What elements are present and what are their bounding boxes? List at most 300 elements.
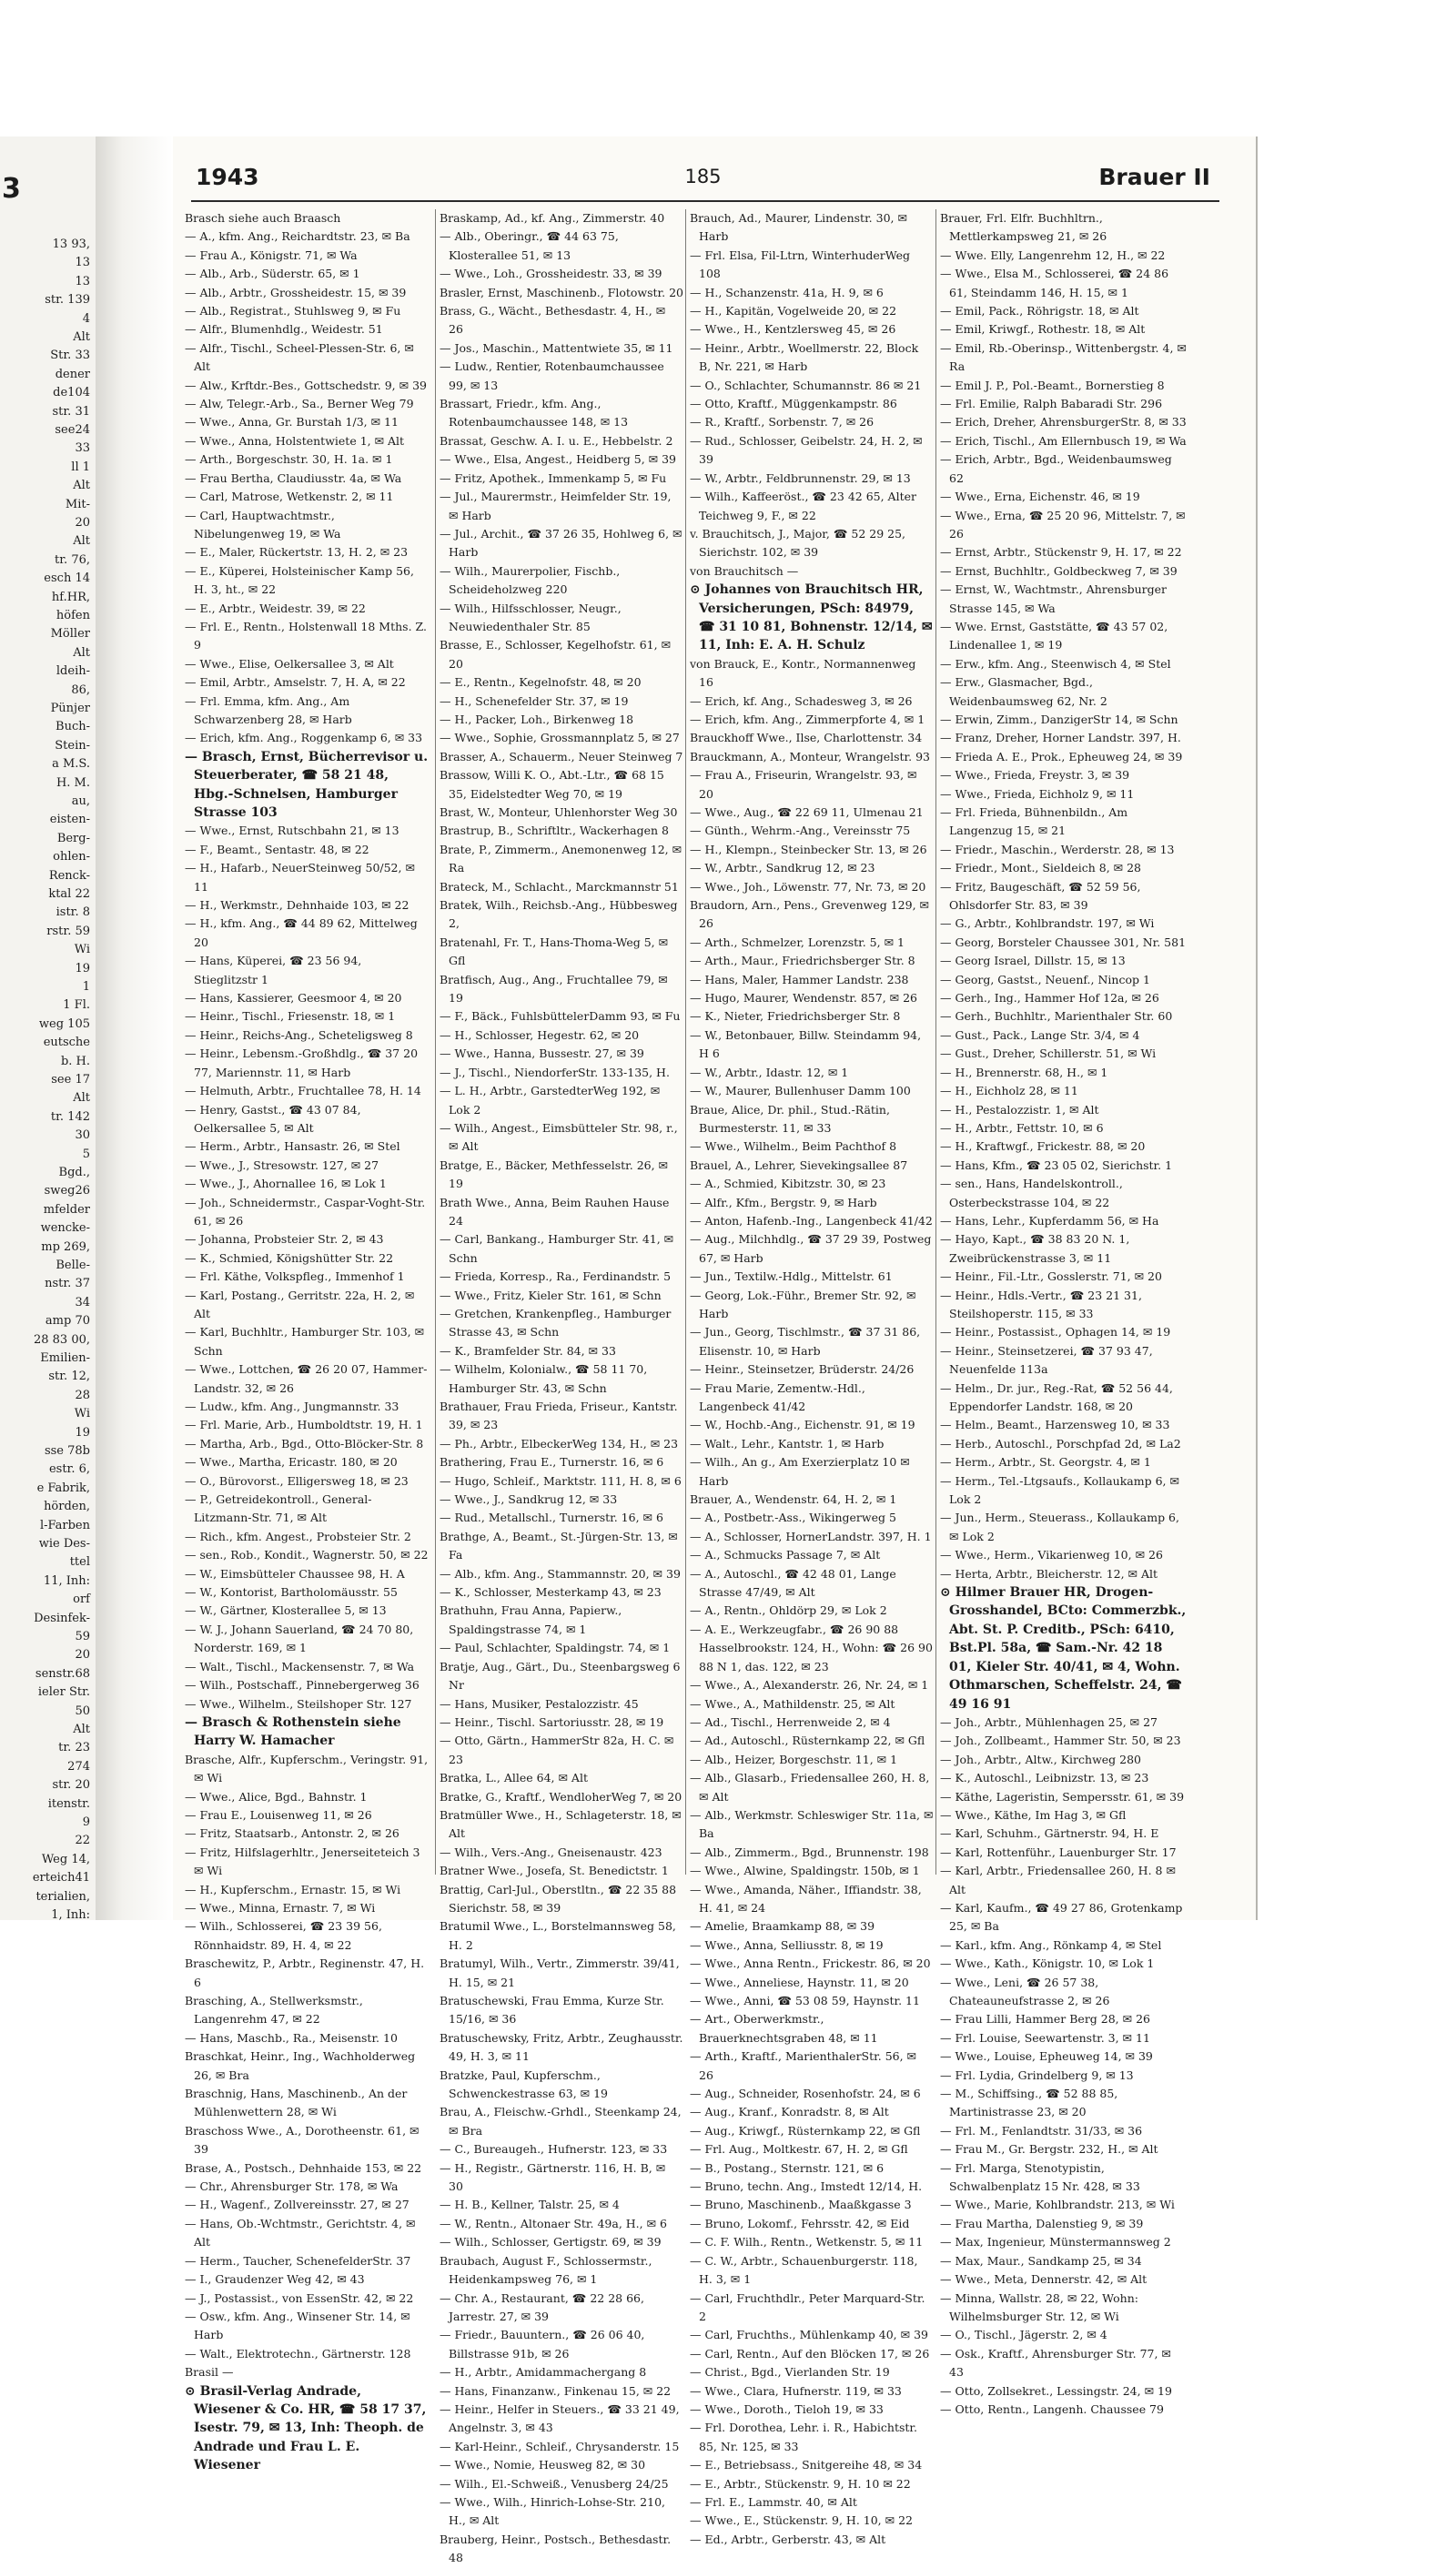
- directory-entry: Brathauer, Frau Frieda, Friseur., Kantstr. 39, ✉ 23: [440, 1400, 678, 1432]
- previous-page-line: esch 14: [44, 571, 90, 586]
- directory-entry: — Walt., Lehr., Kantstr. 1, ✉ Harb: [690, 1436, 885, 1451]
- directory-entry: — Wwe., Wilhelm., Beim Pachthof 8: [690, 1139, 897, 1154]
- previous-page-line: Pünjer: [50, 702, 90, 715]
- directory-entry: — Karl-Heinr., Schleif., Chrysanderstr. 15: [440, 2439, 680, 2453]
- previous-page-line: Emilien-: [40, 1351, 90, 1365]
- directory-entry: — Karl., kfm. Ang., Rönkamp 4, ✉ Stel: [940, 1937, 1162, 1952]
- directory-entry: — Alb., Glasarb., Friedensallee 260, H. 8, ✉ Alt: [690, 1771, 930, 1804]
- directory-entry: — C., Bureaugeh., Hufnerstr. 123, ✉ 33: [440, 2142, 668, 2157]
- directory-entry: — Frl. Emilie, Ralph Babaradi Str. 296: [940, 397, 1163, 411]
- directory-entry: — Wilh., Schlosser, Gertigstr. 69, ✉ 39: [440, 2235, 662, 2250]
- directory-entry: — E., Betriebsass., Snitgereihe 48, ✉ 34: [690, 2458, 923, 2472]
- directory-entry: Brauckhoff Wwe., Ilse, Charlottenstr. 34: [690, 731, 923, 745]
- directory-entry: — sen., Rob., Kondit., Wagnerstr. 50, ✉ 22: [185, 1548, 429, 1562]
- directory-entry: — K., Schlosser, Mesterkamp 43, ✉ 23: [440, 1585, 662, 1600]
- directory-entry: — Franz, Dreher, Horner Landstr. 397, H.: [940, 731, 1181, 745]
- directory-entry: — Erich, Dreher, AhrensburgerStr. 8, ✉ 33: [940, 415, 1187, 430]
- directory-entry: — Wwe. Ernst, Gaststätte, ☎ 43 57 02, Lindenallee 1, ✉ 19: [940, 619, 1168, 652]
- previous-page-line: b. H.: [60, 1054, 90, 1068]
- directory-entry: — Gerh., Ing., Hammer Hof 12a, ✉ 26: [940, 991, 1159, 1006]
- directory-entry: — Emil, Kriwgf., Rothestr. 18, ✉ Alt: [940, 322, 1146, 337]
- directory-entry: — Herta, Arbtr., Bleicherstr. 12, ✉ Alt: [940, 1566, 1158, 1581]
- directory-entry: — Alb., Werkmstr. Schleswiger Str. 11a, ✉ Ba: [690, 1807, 934, 1841]
- directory-entry: — A. E., Werkzeugfabr., ☎ 26 90 88 Hasselbrookstr. 124, H., Wohn: ☎ 26 90 88 N 1, das. 122, ✉ 23: [690, 1622, 933, 1673]
- directory-entry: — Wwe., J., Ahornallee 16, ✉ Lok 1: [185, 1177, 387, 1191]
- directory-entry: — Wilh., Angest., Eimsbütteler Str. 98, r., ✉ Alt: [440, 1120, 678, 1154]
- directory-entry: — H., Wagenf., Zollvereinsstr. 27, ✉ 27: [185, 2198, 410, 2212]
- directory-entry: — Martha, Arb., Bgd., Otto-Blöcker-Str. 8: [185, 1436, 424, 1451]
- directory-entry: — H., Arbtr., Amidammachergang 8: [440, 2365, 647, 2380]
- previous-page-line: Alt: [73, 330, 90, 344]
- directory-entry: — Wwe., Fritz, Kieler Str. 161, ✉ Schn: [440, 1288, 662, 1302]
- directory-entry: — Heinr., Steinsetzerei, ☎ 37 93 47, Neuenfelde 113a: [940, 1343, 1153, 1377]
- directory-entry: — Wwe., H., Kentzlersweg 45, ✉ 26: [690, 322, 896, 337]
- directory-entry: — H., Kraftwgf., Frickestr. 88, ✉ 20: [940, 1139, 1146, 1154]
- previous-page-line: eisten-: [49, 813, 90, 827]
- directory-entry: — W., Gärtner, Klosterallee 5, ✉ 13: [185, 1603, 387, 1618]
- directory-entry: Bratke, G., Kraftf., WendloherWeg 7, ✉ 20: [440, 1789, 682, 1804]
- directory-entry: — Wwe., Loh., Grossheidestr. 33, ✉ 39: [440, 267, 662, 281]
- directory-entry: — Alb., Oberingr., ☎ 44 63 75, Klosterallee 51, ✉ 13: [440, 229, 619, 262]
- directory-entry: — Heinr., Fil.-Ltr., Gosslerstr. 71, ✉ 20: [940, 1269, 1162, 1284]
- directory-entry: — Wwe., Aug., ☎ 22 69 11, Ulmenau 21: [690, 805, 924, 819]
- directory-entry: Brattig, Carl-Jul., Oberstltn., ☎ 22 35 88 Sierichstr. 58, ✉ 39: [440, 1882, 677, 1915]
- directory-entry: Bratumil Wwe., L., Borstelmannsweg 58, H. 2: [440, 1919, 676, 1952]
- book-gutter: [96, 136, 173, 1920]
- directory-entry: — H., Pestalozzistr. 1, ✉ Alt: [940, 1102, 1099, 1117]
- directory-entry: — Frl. Lydia, Grindelberg 9, ✉ 13: [940, 2068, 1134, 2082]
- directory-entry: Brathge, A., Beamt., St.-Jürgen-Str. 13, ✉ Fa: [440, 1529, 678, 1562]
- previous-page-line: 1 Fl.: [63, 998, 90, 1013]
- directory-entry: — Frl. Marga, Stenotypistin, Schwalbenplatz 15 Nr. 428, ✉ 33: [940, 2160, 1140, 2194]
- directory-entry: — Osw., kfm. Ang., Winsener Str. 14, ✉ Harb: [185, 2309, 410, 2342]
- directory-entry: — H., Kapitän, Vogelweide 20, ✉ 22: [690, 304, 897, 318]
- previous-page-line: tr. 142: [50, 1109, 90, 1124]
- directory-entry: ⊙ Johannes von Brauchitsch HR, Versicherungen, PSch: 84979, ☎ 31 10 81, Bohnenstr. 12/14, ✉ 11, Inh: E. A. H. Schulz: [690, 582, 933, 653]
- previous-page-line: 1: [82, 980, 90, 994]
- previous-page-line: orf: [73, 1592, 90, 1607]
- previous-page-line: str. 12,: [48, 1370, 90, 1384]
- directory-entry: Brasche, Alfr., Kupferschm., Veringstr. 91, ✉ Wi: [185, 1752, 429, 1785]
- directory-entry: — G., Arbtr., Kohlbrandstr. 197, ✉ Wi: [940, 916, 1155, 931]
- directory-entry: — Wwe., Meta, Dennerstr. 42, ✉ Alt: [940, 2272, 1148, 2287]
- previous-page-line: rstr. 59: [46, 924, 90, 938]
- directory-entry: — Christ., Bgd., Vierlanden Str. 19: [690, 2365, 890, 2380]
- directory-entry: Braschewitz, P., Arbtr., Reginenstr. 47, H. 6: [185, 1956, 425, 1989]
- directory-entry: — Frieda, Korresp., Ra., Ferdinandstr. 5: [440, 1269, 672, 1284]
- directory-entry: — Brasch & Rothenstein siehe Harry W. Hamacher: [185, 1714, 401, 1749]
- directory-entry: — Frau A., Friseurin, Wrangelstr. 93, ✉ 20: [690, 768, 917, 801]
- directory-entry: Brauer, A., Wendenstr. 64, H. 2, ✉ 1: [690, 1492, 897, 1507]
- directory-entry: — Frau M., Gr. Bergstr. 232, H., ✉ Alt: [940, 2142, 1158, 2157]
- directory-entry: Brasch siehe auch Braasch: [185, 211, 341, 225]
- directory-entry: — Frl. Marie, Arb., Humboldtstr. 19, H. 1: [185, 1418, 423, 1432]
- previous-page-line: 86,: [71, 682, 90, 697]
- directory-entry: — Alw, Telegr.-Arb., Sa., Berner Weg 79: [185, 397, 414, 411]
- directory-entry: — Hans, Ob.-Wchtmstr., Gerichtstr. 4, ✉ Alt: [185, 2216, 416, 2250]
- previous-page-line: Desinfek-: [34, 1611, 90, 1625]
- directory-entry: — Wilh., El.-Schweiß., Venusberg 24/25: [440, 2476, 669, 2491]
- directory-entry: — Wwe., Marie, Kohlbrandstr. 213, ✉ Wi: [940, 2198, 1175, 2212]
- directory-entry: — Frl. M., Fenlandtstr. 31/33, ✉ 36: [940, 2123, 1143, 2138]
- directory-entry: — Günth., Wehrm.-Ang., Vereinsstr 75: [690, 824, 911, 838]
- directory-entry: — Emil, Rb.-Oberinsp., Wittenbergstr. 4, ✉ Ra: [940, 340, 1187, 374]
- directory-entry: — Wilh., Postschaff., Pinnebergerweg 36: [185, 1678, 420, 1693]
- directory-entry: — Emil, Pack., Röhrigstr. 18, ✉ Alt: [940, 304, 1139, 318]
- directory-entry: — H., Kupferschm., Ernastr. 15, ✉ Wi: [185, 1882, 401, 1896]
- directory-entry: — Wwe., Minna, Ernastr. 7, ✉ Wi: [185, 1900, 376, 1915]
- directory-entry: — Wwe., Sophie, Grossmannplatz 5, ✉ 27: [440, 731, 680, 745]
- previous-page-line: 28: [75, 1388, 90, 1402]
- previous-page-line: 11, Inh:: [43, 1573, 90, 1588]
- previous-page-line: Renck-: [48, 868, 90, 883]
- directory-entry: — H., Eichholz 28, ✉ 11: [940, 1084, 1078, 1098]
- directory-entry: — H., Klempn., Steinbecker Str. 13, ✉ 26: [690, 842, 927, 856]
- directory-entry: — Aug., Kriwgf., Rüsternkamp 22, ✉ Gfl: [690, 2123, 921, 2138]
- directory-entry: — Wwe., Anna, Holstentwiete 1, ✉ Alt: [185, 433, 405, 448]
- previous-page-line: e Fabrik,: [36, 1481, 90, 1495]
- directory-entry: Bratzke, Paul, Kupferschm., Schwenckestrasse 63, ✉ 19: [440, 2068, 609, 2101]
- directory-entry: — W., Rentn., Altonaer Str. 49a, H., ✉ 6: [440, 2216, 667, 2230]
- directory-entry: Brastrup, B., Schriftltr., Wackerhagen 8: [440, 824, 669, 838]
- directory-entry: — Heinr., Helfer in Steuers., ☎ 33 21 49, Angelnstr. 3, ✉ 43: [440, 2401, 680, 2435]
- previous-page-line: a M.S.: [52, 757, 90, 772]
- previous-page-line: Buch-: [56, 720, 90, 734]
- directory-entry: — Wwe., Käthe, Im Hag 3, ✉ Gfl: [940, 1807, 1127, 1822]
- directory-entry: — Bruno, techn. Ang., Imstedt 12/14, H.: [690, 2179, 923, 2194]
- directory-entry: Bratge, E., Bäcker, Methfesselstr. 26, ✉ 19: [440, 1158, 669, 1191]
- directory-entry: — Wwe., Joh., Löwenstr. 77, Nr. 73, ✉ 20: [690, 879, 926, 894]
- directory-entry: Bratmüller Wwe., H., Schlageterstr. 18, ✉ Alt: [440, 1807, 682, 1841]
- column-2: [435, 209, 683, 2565]
- previous-page-line: mp 269,: [41, 1239, 90, 1254]
- directory-entry: — Bruno, Maschinenb., Maaßkgasse 3: [690, 2198, 912, 2212]
- directory-entry: — Wwe., Leni, ☎ 26 57 38, Chateauneufstrasse 2, ✉ 26: [940, 1975, 1110, 2007]
- directory-entry: Brate, P., Zimmerm., Anemonenweg 12, ✉ Ra: [440, 842, 682, 875]
- previous-page-line: itenstr.: [47, 1796, 90, 1811]
- directory-entry: — Arth., Kraftf., MarienthalerStr. 56, ✉ 26: [690, 2049, 917, 2082]
- directory-entry: — P., Getreidekontroll., General-Litzmann-Str. 71, ✉ Alt: [185, 1492, 372, 1525]
- previous-page-line: estr. 6,: [48, 1462, 90, 1477]
- directory-entry: — Käthe, Lageristin, Sempersstr. 61, ✉ 39: [940, 1789, 1185, 1804]
- directory-entry: Brauckmann, A., Monteur, Wrangelstr. 93: [690, 749, 930, 763]
- directory-entry: — L. H., Arbtr., GarstedterWeg 192, ✉ Lok 2: [440, 1084, 661, 1117]
- directory-entry: — Brasch, Ernst, Bücherrevisor u. Steuerberater, ☎ 58 21 48, Hbg.-Schnelsen, Hamburger Strasse 103: [185, 749, 429, 820]
- directory-entry: — Jul., Archit., ☎ 37 26 35, Hohlweg 6, ✉ Harb: [440, 526, 682, 560]
- directory-entry: Brauer, Frl. Elfr. Buchhltrn., Mettlerkampsweg 21, ✉ 26: [940, 211, 1107, 244]
- directory-entry: — Heinr., Postassist., Ophagen 14, ✉ 19: [940, 1325, 1171, 1340]
- directory-entry: — Wwe., A., Mathildenstr. 25, ✉ Alt: [690, 1696, 895, 1711]
- previous-page-line: 274: [67, 1759, 90, 1774]
- directory-entry: — Ph., Arbtr., ElbeckerWeg 134, H., ✉ 23: [440, 1436, 679, 1451]
- directory-entry: Brauberg, Heinr., Postsch., Bethesdastr. 48: [440, 2532, 672, 2565]
- previous-page-line: istr. 8: [56, 905, 90, 920]
- directory-entry: — Herm., Arbtr., Hansastr. 26, ✉ Stel: [185, 1139, 400, 1154]
- directory-entry: — Erich, kf. Ang., Schadesweg 3, ✉ 26: [690, 693, 913, 708]
- directory-entry: — Wwe., Clara, Hufnerstr. 119, ✉ 33: [690, 2383, 902, 2398]
- directory-entry: — H., Hafarb., NeuerSteinweg 50/52, ✉ 11: [185, 861, 415, 894]
- directory-entry: Bratuschewski, Frau Emma, Kurze Str. 15/16, ✉ 36: [440, 1994, 664, 2027]
- previous-page-line: au,: [71, 794, 90, 808]
- directory-entry: — Arth., Maur., Friedrichsberger Str. 8: [690, 954, 915, 968]
- previous-page-line: 9: [82, 1815, 90, 1829]
- directory-entry: — Carl, Fruchths., Mühlenkamp 40, ✉ 39: [690, 2328, 928, 2342]
- previous-page-line: tr. 76,: [55, 552, 90, 567]
- directory-entry: — Max, Ingenieur, Münstermannsweg 2: [940, 2235, 1171, 2250]
- directory-entry: — Erich, kfm. Ang., Zimmerpforte 4, ✉ 1: [690, 712, 925, 726]
- directory-entry: — Jun., Textilw.-Hdlg., Mittelstr. 61: [690, 1269, 893, 1284]
- directory-entry: — H., Schlosser, Hegestr. 62, ✉ 20: [440, 1027, 640, 1042]
- previous-page-line: de104: [53, 386, 90, 400]
- directory-entry: — Wilh., An g., Am Exerzierplatz 10 ✉ Harb: [690, 1455, 910, 1488]
- directory-entry: Bratner Wwe., Josefa, St. Benedictstr. 1: [440, 1864, 669, 1878]
- previous-page-line: hörden,: [44, 1500, 90, 1514]
- directory-entry: Braubach, August F., Schlossermstr., Heidenkampsweg 76, ✉ 1: [440, 2253, 652, 2287]
- directory-entry: — Aug., Milchhdlg., ☎ 37 29 39, Postweg 67, ✉ Harb: [690, 1232, 932, 1265]
- previous-page-line: l-Farben: [39, 1518, 90, 1532]
- previous-page-line: ktal 22: [48, 887, 90, 901]
- directory-entry: — Wwe., Erna, ☎ 25 20 96, Mittelstr. 7, ✉ 26: [940, 508, 1186, 541]
- directory-entry: — Hans, Maler, Hammer Landstr. 238: [690, 972, 909, 986]
- directory-entry: — sen., Hans, Handelskontroll., Osterbeckstrasse 104, ✉ 22: [940, 1177, 1123, 1209]
- directory-entry: Brasse, E., Schlosser, Kegelhofstr. 61, ✉ 20: [440, 638, 672, 671]
- previous-page-line: dener: [55, 367, 90, 381]
- directory-entry: — K., Schmied, Königshütter Str. 22: [185, 1250, 394, 1265]
- directory-entry: — Otto, Kraftf., Müggenkampstr. 86: [690, 397, 897, 411]
- previous-page-line: Alt: [73, 645, 90, 660]
- directory-entry: — Wwe., A., Alexanderstr. 26, Nr. 24, ✉ 1: [690, 1678, 929, 1693]
- directory-entry: — Erich, Tischl., Am Ellernbusch 19, ✉ Wa: [940, 433, 1187, 448]
- previous-page-line: 13 93,: [52, 238, 90, 251]
- directory-entry: — Wwe., Frieda, Freystr. 3, ✉ 39: [940, 768, 1130, 783]
- directory-entry: Braschoss Wwe., A., Dorotheenstr. 61, ✉ 39: [185, 2123, 420, 2157]
- directory-entry: — Heinr., Lebensm.-Großhdlg., ☎ 37 20 77, Mariennstr. 11, ✉ Harb: [185, 1046, 419, 1079]
- page-running-title: Brauer II: [1098, 164, 1210, 190]
- directory-entry: — Gretchen, Krankenpfleg., Hamburger Strasse 43, ✉ Schn: [440, 1306, 672, 1340]
- directory-entry: — Heinr., Steinsetzer, Brüderstr. 24/26: [690, 1362, 915, 1377]
- directory-entry: — Heinr., Tischl., Friesenstr. 18, ✉ 1: [185, 1009, 396, 1024]
- directory-entry: — Joh., Arbtr., Mühlenhagen 25, ✉ 27: [940, 1714, 1158, 1729]
- directory-entry: — Alb., Arb., Süderstr. 65, ✉ 1: [185, 267, 360, 281]
- directory-entry: — K., Autoschl., Leibnizstr. 13, ✉ 23: [940, 1771, 1149, 1785]
- directory-entry: — B., Postang., Sternstr. 121, ✉ 6: [690, 2160, 885, 2175]
- directory-entry: — Fritz, Staatsarb., Antonstr. 2, ✉ 26: [185, 1826, 399, 1841]
- previous-page-line: sweg26: [44, 1184, 90, 1198]
- directory-entry: — Wwe., J., Sandkrug 12, ✉ 33: [440, 1492, 618, 1507]
- directory-entry: — Wwe. Elly, Langenrehm 12, H., ✉ 22: [940, 248, 1166, 262]
- directory-entry: — Wwe., Louise, Epheuweg 14, ✉ 39: [940, 2049, 1153, 2064]
- directory-entry: — Wilh., Hilfsschlosser, Neugr., Neuwiedenthaler Str. 85: [440, 601, 622, 633]
- directory-entry: Brassow, Willi K. O., Abt.-Ltr., ☎ 68 15 35, Eidelstedter Weg 70, ✉ 19: [440, 768, 664, 801]
- directory-entry: — Fritz, Apothek., Immenkamp 5, ✉ Fu: [440, 470, 667, 485]
- directory-entry: — Karl, Kaufm., ☎ 49 27 86, Grotenkamp 25, ✉ Ba: [940, 1900, 1183, 1934]
- directory-entry: — A., Schmucks Passage 7, ✉ Alt: [690, 1548, 881, 1562]
- directory-entry: — W., Kontorist, Bartholomäusstr. 55: [185, 1585, 398, 1600]
- directory-entry: Brau, A., Fleischw.-Grhdl., Steenkamp 24, ✉ Bra: [440, 2105, 682, 2138]
- previous-page-number: 3: [2, 173, 21, 205]
- directory-entry: — Wwe., Elsa M., Schlosserei, ☎ 24 86 61, Steindamm 146, H. 15, ✉ 1: [940, 267, 1169, 299]
- directory-entry: — Frl. Elsa, Fil-Ltrn, WinterhuderWeg 108: [690, 248, 910, 281]
- directory-entry: — Rich., kfm. Angest., Probsteier Str. 2: [185, 1529, 411, 1543]
- previous-page-line: terialien,: [35, 1889, 90, 1904]
- previous-page-line: Alt: [73, 479, 90, 493]
- header-rule: [191, 200, 1219, 202]
- previous-page-line: 28 83 00,: [33, 1332, 90, 1347]
- directory-entry: — Frl. E., Rentn., Holstenwall 18 Mths. Z. 9: [185, 619, 427, 652]
- previous-page-line: 50: [75, 1704, 90, 1718]
- directory-entry: — Aug., Schneider, Rosenhofstr. 24, ✉ 6: [690, 2087, 921, 2101]
- directory-entry: — Ernst, Buchhltr., Goldbeckweg 7, ✉ 39: [940, 563, 1178, 578]
- directory-entry: — Joh., Zollbeamt., Hammer Str. 50, ✉ 23: [940, 1734, 1181, 1748]
- previous-page-line: Stein-: [55, 738, 90, 753]
- directory-entry: — Ed., Arbtr., Gerberstr. 43, ✉ Alt: [690, 2532, 886, 2546]
- directory-entry: — H., Schanzenstr. 41a, H. 9, ✉ 6: [690, 285, 884, 299]
- directory-entry: — Chr. A., Restaurant, ☎ 22 28 66, Jarrestr. 27, ✉ 39: [440, 2290, 644, 2323]
- directory-entry: — Jul., Maurermstr., Heimfelder Str. 19, ✉ Harb: [440, 490, 672, 522]
- previous-page-line: senstr.68: [35, 1666, 90, 1681]
- page-number: 185: [684, 166, 722, 187]
- directory-entry: — Friedr., Mont., Sieldeich 8, ✉ 28: [940, 861, 1141, 875]
- directory-entry: — Georg, Lok.-Führ., Bremer Str. 92, ✉ Harb: [690, 1288, 916, 1320]
- directory-entry: Braschkat, Heinr., Ing., Wachholderweg 26, ✉ Bra: [185, 2049, 416, 2082]
- previous-page-line: ohlen-: [53, 850, 90, 864]
- directory-entry: Brauch, Ad., Maurer, Lindenstr. 30, ✉ Harb: [690, 211, 907, 244]
- directory-entry: — Frl. E., Lammstr. 40, ✉ Alt: [690, 2494, 857, 2509]
- previous-page-line: 59: [75, 1630, 90, 1643]
- directory-entry: — Fritz, Baugeschäft, ☎ 52 59 56, Ohlsdorfer Str. 83, ✉ 39: [940, 879, 1141, 913]
- directory-entry: — Wwe., Elsa, Angest., Heidberg 5, ✉ 39: [440, 452, 677, 467]
- directory-entry: — O., Bürovorst., Elligersweg 18, ✉ 23: [185, 1473, 409, 1488]
- previous-page-line: ll 1: [71, 460, 90, 474]
- previous-page-line: see 17: [51, 1073, 90, 1087]
- page-year: 1943: [196, 164, 259, 190]
- directory-entry: — Wwe., E., Stückenstr. 9, H. 10, ✉ 22: [690, 2513, 913, 2528]
- directory-entry: Brathering, Frau E., Turnerstr. 16, ✉ 6: [440, 1455, 664, 1470]
- directory-entry: — W., Betonbauer, Billw. Steindamm 94, H 6: [690, 1027, 922, 1061]
- directory-entry: — Wwe., Hanna, Bussestr. 27, ✉ 39: [440, 1046, 644, 1061]
- directory-entry: — I., Graudenzer Weg 42, ✉ 43: [185, 2272, 365, 2287]
- directory-entry: — F., Beamt., Sentastr. 48, ✉ 22: [185, 842, 369, 856]
- directory-entry: — H., Packer, Loh., Birkenweg 18: [440, 712, 634, 726]
- directory-entry: — Karl, Buchhltr., Hamburger Str. 103, ✉ Schn: [185, 1325, 425, 1358]
- previous-page-line: Mit-: [65, 497, 90, 511]
- directory-entry: Brasser, A., Schauerm., Neuer Steinweg 7: [440, 749, 683, 763]
- directory-entry: Bratfisch, Aug., Ang., Fruchtallee 79, ✉ 19: [440, 972, 668, 1006]
- directory-entry: — Wwe., Frieda, Eichholz 9, ✉ 11: [940, 786, 1135, 801]
- directory-entry: — Ad., Tischl., Herrenweide 2, ✉ 4: [690, 1714, 891, 1729]
- directory-entry: Brasil —: [185, 2365, 234, 2380]
- previous-page-line: mfelder: [43, 1202, 90, 1217]
- directory-entry: von Brauchitsch —: [690, 563, 799, 578]
- directory-entry: — W., Maurer, Bullenhuser Damm 100: [690, 1084, 911, 1098]
- directory-entry: — R., Kraftf., Sorbenstr. 7, ✉ 26: [690, 415, 875, 430]
- directory-entry: — Frieda A. E., Prok., Epheuweg 24, ✉ 39: [940, 749, 1183, 763]
- column-1: [185, 209, 429, 2473]
- directory-entry: — Alw., Krftdr.-Bes., Gottschedstr. 9, ✉ 39: [185, 378, 427, 392]
- previous-page-line: eutsche: [43, 1036, 90, 1050]
- directory-entry: — Wwe., Doroth., Tieloh 19, ✉ 33: [690, 2401, 884, 2416]
- previous-page-line: hf.HR,: [51, 590, 90, 604]
- directory-entry: — Hans, Kassierer, Geesmoor 4, ✉ 20: [185, 991, 402, 1006]
- directory-entry: — W., Arbtr., Sandkrug 12, ✉ 23: [690, 861, 875, 875]
- directory-entry: — Wilh., Kaffeeröst., ☎ 23 42 65, Alter Teichweg 9, F., ✉ 22: [690, 490, 916, 522]
- directory-entry: — E., Maler, Rückertstr. 13, H. 2, ✉ 23: [185, 545, 409, 560]
- directory-entry: — E., Arbtr., Weidestr. 39, ✉ 22: [185, 601, 366, 615]
- previous-page-line: tr. 23: [58, 1741, 90, 1755]
- directory-entry: — F., Bäck., FuhlsbüttelerDamm 93, ✉ Fu: [440, 1009, 681, 1024]
- directory-entry: — Amelie, Braamkamp 88, ✉ 39: [690, 1919, 875, 1934]
- directory-entry: Braskamp, Ad., kf. Ang., Zimmerstr. 40: [440, 211, 665, 225]
- directory-entry: — Wilhelm, Kolonialw., ☎ 58 11 70, Hamburger Str. 43, ✉ Schn: [440, 1362, 648, 1395]
- directory-entry: ⊙ Brasil-Verlag Andrade, Wiesener & Co. HR, ☎ 58 17 37, Isestr. 79, ✉ 13, Inh: Theoph. de Andrade und Frau L. E. Wiesener: [185, 2383, 427, 2473]
- directory-entry: — Erwin, Zimm., DanzigerStr 14, ✉ Schn: [940, 712, 1178, 726]
- directory-entry: — W., Arbtr., Feldbrunnenstr. 29, ✉ 13: [690, 470, 911, 485]
- directory-entry: — A., Schmied, Kibitzstr. 30, ✉ 23: [690, 1177, 886, 1191]
- directory-entry: — Alfr., Kfm., Bergstr. 9, ✉ Harb: [690, 1195, 877, 1209]
- previous-page-line: see24: [55, 423, 90, 437]
- directory-entry: — Ernst, Arbtr., Stückenstr 9, H. 17, ✉ 22: [940, 545, 1182, 560]
- directory-entry: — A., kfm. Ang., Reichardtstr. 23, ✉ Ba: [185, 229, 410, 244]
- directory-entry: — Alb., Zimmerm., Bgd., Brunnenstr. 198: [690, 1845, 929, 1859]
- directory-entry: — Arth., Borgeschstr. 30, H. 1a. ✉ 1: [185, 452, 393, 467]
- directory-entry: — A., Rentn., Ohldörp 29, ✉ Lok 2: [690, 1603, 887, 1618]
- directory-entry: — H., Werkmstr., Dehnhaide 103, ✉ 22: [185, 898, 410, 913]
- directory-entry: — Helmuth, Arbtr., Fruchtallee 78, H. 14: [185, 1084, 421, 1098]
- directory-entry: — M., Schiffsing., ☎ 52 88 85, Martinistrasse 23, ✉ 20: [940, 2087, 1118, 2119]
- directory-entry: — W., Hochb.-Ang., Eichenstr. 91, ✉ 19: [690, 1418, 915, 1432]
- previous-page-line: Wi: [74, 943, 90, 957]
- previous-page-line: 13: [75, 256, 90, 270]
- directory-entry: — Jun., Herm., Steuerass., Kollaukamp 6, ✉ Lok 2: [940, 1511, 1179, 1543]
- directory-entry: — Wwe., Anna, Gr. Burstah 1/3, ✉ 11: [185, 415, 399, 430]
- directory-entry: — Carl, Matrose, Wetkenstr. 2, ✉ 11: [185, 490, 394, 504]
- directory-entry: — Frau E., Louisenweg 11, ✉ 26: [185, 1807, 372, 1822]
- directory-entry: — K., Bramfelder Str. 84, ✉ 33: [440, 1343, 616, 1358]
- previous-page-line: 30: [75, 1128, 90, 1143]
- directory-entry: — Frl. Aug., Moltkestr. 67, H. 2, ✉ Gfl: [690, 2142, 908, 2157]
- directory-entry: — Wwe., Martha, Ericastr. 180, ✉ 20: [185, 1455, 398, 1470]
- column-3: [685, 209, 934, 2546]
- directory-entry: — Erich, kfm. Ang., Roggenkamp 6, ✉ 33: [185, 731, 423, 745]
- directory-entry: — Herm., Arbtr., St. Georgstr. 4, ✉ 1: [940, 1455, 1151, 1470]
- directory-entry: — Frl. Dorothea, Lehr. i. R., Habichtstr. 85, Nr. 125, ✉ 33: [690, 2421, 917, 2453]
- directory-entry: — Alb., kfm. Ang., Stammannstr. 20, ✉ 39: [440, 1566, 681, 1581]
- previous-page-line: 5: [82, 1147, 90, 1161]
- directory-entry: — Wwe., J., Stresowstr. 127, ✉ 27: [185, 1158, 379, 1172]
- directory-entry: — Frau Martha, Dalenstieg 9, ✉ 39: [940, 2216, 1144, 2230]
- previous-page-line: 20: [75, 1648, 90, 1663]
- directory-entry: — Helm., Beamt., Harzensweg 10, ✉ 33: [940, 1418, 1170, 1432]
- previous-page-fragment: [0, 136, 96, 1920]
- directory-entry: — Helm., Dr. jur., Reg.-Rat, ☎ 52 56 44, Eppendorfer Landstr. 168, ✉ 20: [940, 1380, 1173, 1413]
- directory-entry: — Frau Bertha, Claudiusstr. 4a, ✉ Wa: [185, 470, 402, 485]
- directory-entry: — Joh., Arbtr., Altw., Kirchweg 280: [940, 1752, 1142, 1766]
- directory-entry: Brasching, A., Stellwerksmstr., Langenrehm 47, ✉ 22: [185, 1994, 363, 2027]
- directory-entry: — Wwe., Amanda, Näher., Iffiandstr. 38, H. 41, ✉ 24: [690, 1882, 922, 1915]
- directory-entry: — Osk., Kraftf., Ahrensburger Str. 77, ✉ 43: [940, 2346, 1171, 2380]
- directory-entry: — Wwe., Wilh., Hinrich-Lohse-Str. 210, H., ✉ Alt: [440, 2494, 666, 2528]
- directory-entry: — Karl, Arbtr., Friedensallee 260, H. 8 ✉ Alt: [940, 1864, 1176, 1896]
- directory-entry: — J., Postassist., von EssenStr. 42, ✉ 22: [185, 2290, 414, 2305]
- directory-entry: — A., Schlosser, HornerLandstr. 397, H. 1: [690, 1529, 932, 1543]
- directory-entry: — Friedr., Maschin., Werderstr. 28, ✉ 13: [940, 842, 1175, 856]
- directory-entry: — E., Rentn., Kegelnofstr. 48, ✉ 20: [440, 675, 642, 690]
- directory-entry: — Wwe., Alwine, Spaldingstr. 150b, ✉ 1: [690, 1864, 920, 1878]
- directory-entry: — E., Arbtr., Stückenstr. 9, H. 10 ✉ 22: [690, 2476, 911, 2491]
- directory-entry: — Karl, Schuhm., Gärtnerstr. 94, H. E: [940, 1826, 1159, 1841]
- directory-entry: — Rud., Schlosser, Geibelstr. 24, H. 2, ✉ 39: [690, 433, 923, 467]
- directory-entry: — Karl, Postang., Gerritstr. 22a, H. 2, ✉ Alt: [185, 1288, 415, 1320]
